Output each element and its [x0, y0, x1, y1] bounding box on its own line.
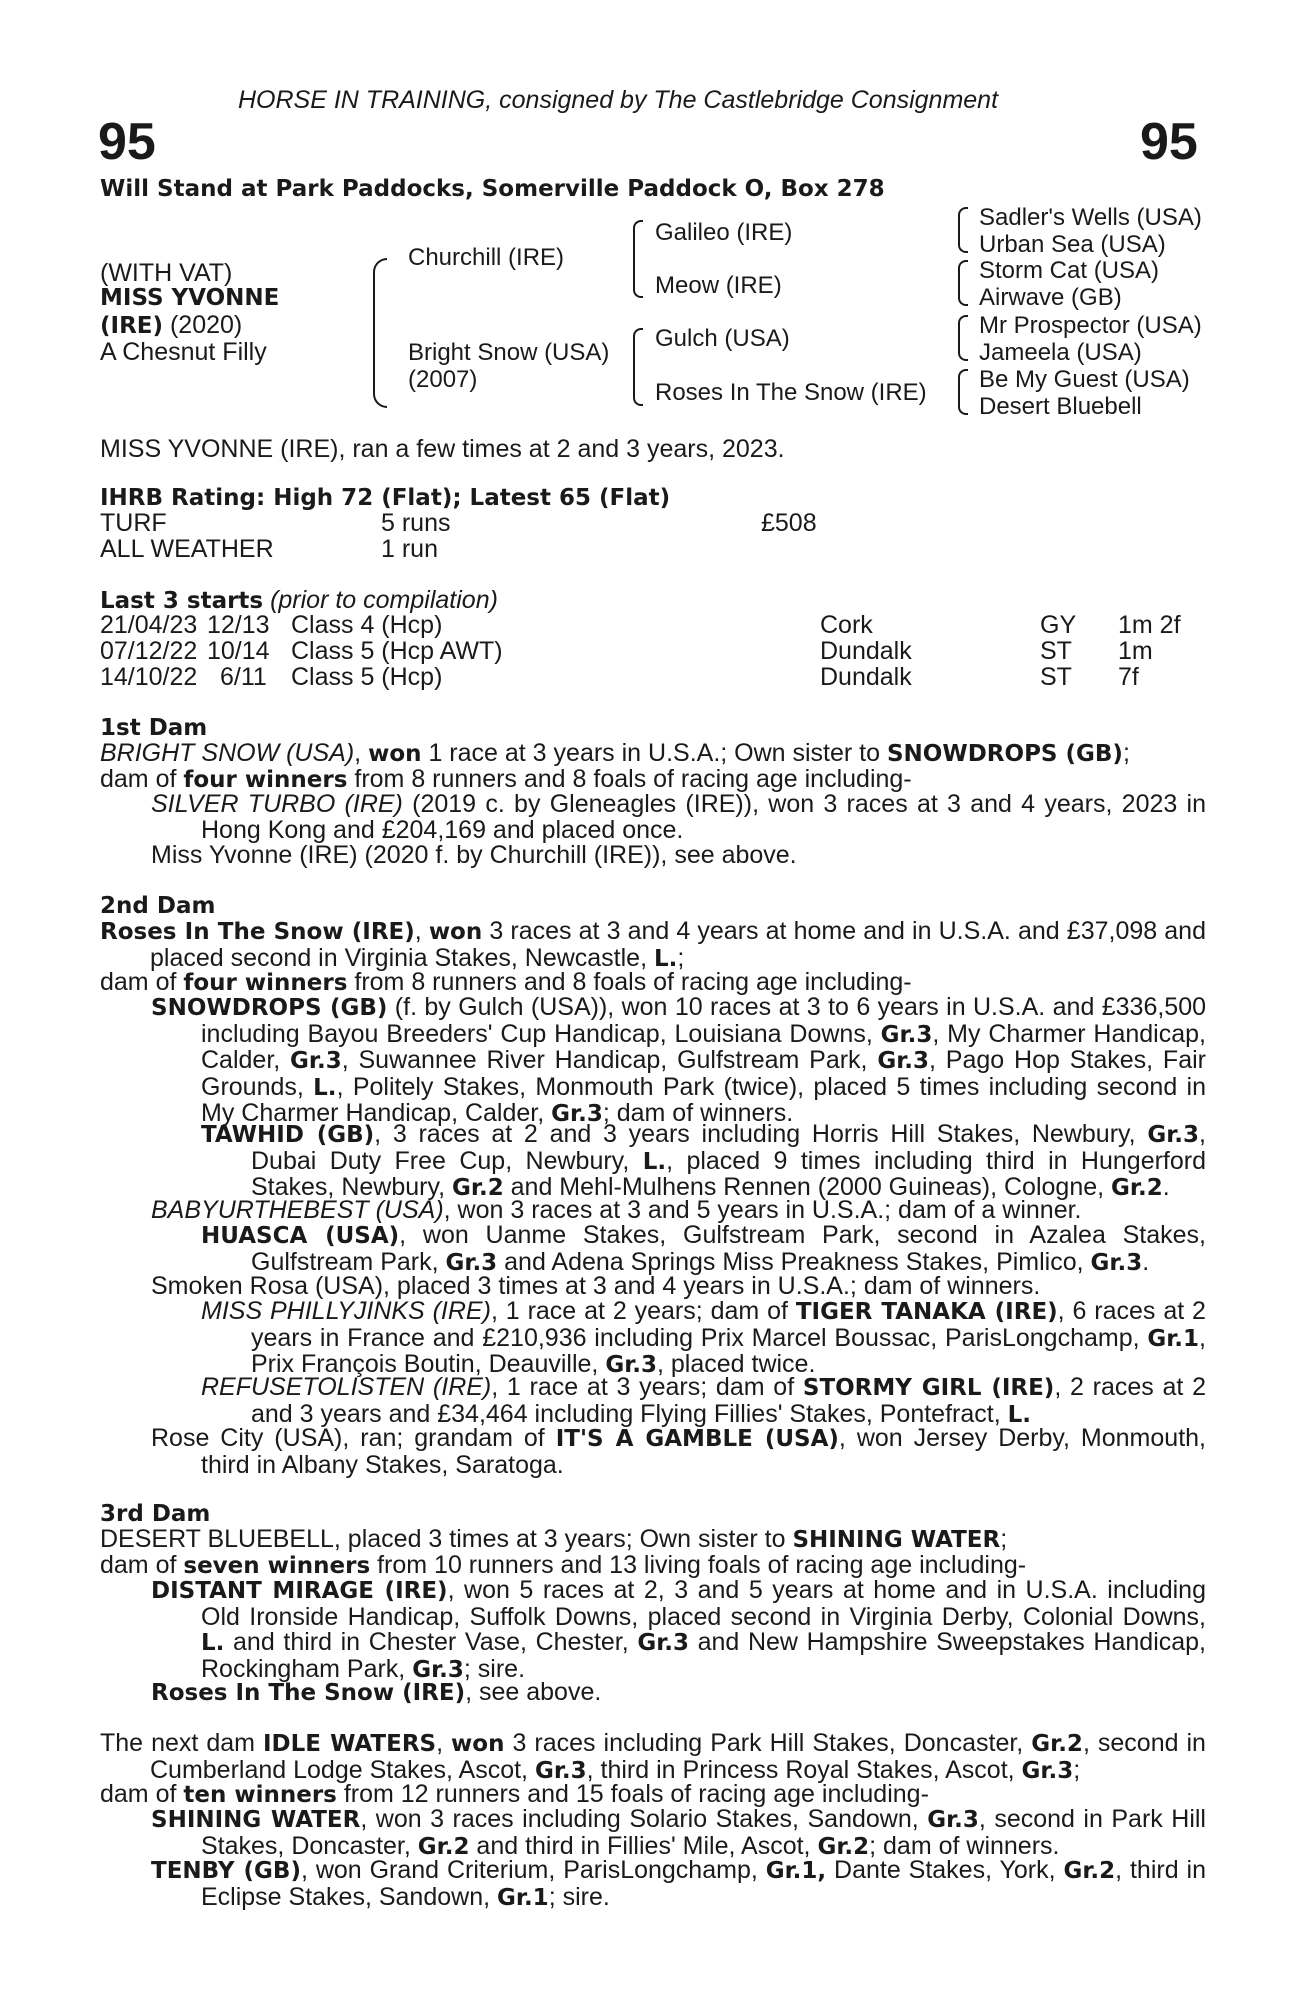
pedigree-dam-dam: Roses In The Snow (IRE) — [655, 379, 927, 406]
pedigree-gg5: Mr Prospector (USA) — [979, 312, 1202, 339]
horse-origin-year: (IRE) (2020) — [100, 311, 243, 339]
next-dam-intro: The next dam IDLE WATERS, won 3 races including Park Hill Stakes, Doncaster, Gr.2, second in Cumberland Lodge Stakes, Ascot, Gr.3, third in Princess Royal Stakes, Ascot, Gr.3; — [100, 1729, 1206, 1784]
rating-surface-1: TURF — [100, 509, 167, 537]
pedigree-dam-year: (2007) — [408, 366, 478, 393]
start-going-2: ST — [1040, 637, 1072, 665]
pedigree-gg1: Sadler's Wells (USA) — [979, 204, 1202, 231]
second-dam-foal-miss-phillyjinks: MISS PHILLYJINKS (IRE), 1 race at 2 years; dam of TIGER TANAKA (IRE), 6 races at 2 years in France and £210,936 including Prix Marcel Boussac, ParisLongchamp, Gr.1, Prix François Boutin, Deauville, Gr.3, placed twice. — [201, 1297, 1206, 1378]
horse-description: A Chesnut Filly — [100, 338, 267, 366]
pedigree-sire-dam: Meow (IRE) — [655, 272, 782, 299]
third-dam-heading: 3rd Dam — [100, 1501, 211, 1527]
lot-number-right: 95 — [1140, 113, 1198, 171]
third-dam-foal-distant-mirage: DISTANT MIRAGE (IRE), won 5 races at 2, 3 and 5 years at home and in U.S.A. including Old Ironside Handicap, Suffolk Downs, placed second in Virginia Derby, Colonial Downs, L. and third in Chester Vase, Chester, Gr.3 and New Hampshire Sweepstakes Handicap, Rockingham Park, Gr.3; sire. — [151, 1576, 1206, 1683]
start-class-3: Class 5 (Hcp) — [291, 663, 443, 691]
start-pos-2: 10/14 — [207, 637, 270, 665]
start-course-2: Dundalk — [820, 637, 912, 665]
third-dam-intro: DESERT BLUEBELL, placed 3 times at 3 years; Own sister to SHINING WATER; — [100, 1525, 1008, 1553]
second-dam-foal-rose-city: Rose City (USA), ran; grandam of IT'S A GAMBLE (USA), won Jersey Derby, Monmouth, third in Albany Stakes, Saratoga. — [151, 1424, 1206, 1479]
stand-location: Will Stand at Park Paddocks, Somerville Paddock O, Box 278 — [100, 176, 885, 202]
start-course-1: Cork — [820, 611, 873, 639]
pedigree-gg6: Jameela (USA) — [979, 339, 1142, 366]
start-date-3: 14/10/22 — [100, 663, 198, 691]
rating-runs-1: 5 runs — [381, 509, 451, 537]
third-dam-produce: dam of seven winners from 10 runners and 13 living foals of racing age including- — [100, 1551, 1027, 1579]
first-dam-intro: BRIGHT SNOW (USA), won 1 race at 3 years in U.S.A.; Own sister to SNOWDROPS (GB); — [100, 739, 1130, 767]
pedigree-brace-g3 — [958, 315, 968, 361]
start-dist-2: 1m — [1118, 637, 1153, 665]
first-dam-foal-1: SILVER TURBO (IRE) (2019 c. by Gleneagles (IRE)), won 3 races at 3 and 4 years, 2023 in Hong Kong and £204,169 and placed once. — [151, 790, 1206, 844]
next-dam-foal-tenby: TENBY (GB), won Grand Criterium, ParisLongchamp, Gr.1, Dante Stakes, York, Gr.2, third in Eclipse Stakes, Sandown, Gr.1; sire. — [151, 1856, 1206, 1911]
second-dam-heading: 2nd Dam — [100, 893, 216, 919]
start-going-3: ST — [1040, 663, 1072, 691]
first-dam-foal-2: Miss Yvonne (IRE) (2020 f. by Churchill (IRE)), see above. — [151, 841, 797, 869]
pedigree-gg8: Desert Bluebell — [979, 393, 1142, 420]
start-pos-3: 6/11 — [220, 663, 267, 691]
start-date-1: 21/04/23 — [100, 611, 198, 639]
second-dam-foal-babyurthebest: BABYURTHEBEST (USA), won 3 races at 3 and 5 years in U.S.A.; dam of a winner. — [151, 1196, 1082, 1224]
pedigree-brace-g2 — [958, 260, 968, 306]
start-class-1: Class 4 (Hcp) — [291, 611, 443, 639]
pedigree-brace-g4 — [958, 369, 968, 415]
next-dam-foal-shining-water: SHINING WATER, won 3 races including Solario Stakes, Sandown, Gr.3, second in Park Hill Stakes, Doncaster, Gr.2 and third in Fillies' Mile, Ascot, Gr.2; dam of winners. — [151, 1805, 1206, 1860]
second-dam-foal-snowdrops: SNOWDROPS (GB) (f. by Gulch (USA)), won 10 races at 3 to 6 years in U.S.A. and £336,500 including Bayou Breeders' Cup Handicap, Louisiana Downs, Gr.3, My Charmer Handicap, Calder, Gr.3, Suwannee River Handicap, Gulfstream Park, Gr.3, Pago Hop Stakes, Fair Grounds, L., Politely Stakes, Monmouth Park (twice), placed 5 times including second in My Charmer Handicap, Calder, Gr.3; dam of winners. — [151, 993, 1207, 1127]
first-dam-heading: 1st Dam — [100, 715, 208, 741]
start-date-2: 07/12/22 — [100, 637, 198, 665]
race-summary: MISS YVONNE (IRE), ran a few times at 2 and 3 years, 2023. — [100, 435, 785, 463]
start-dist-3: 7f — [1118, 663, 1139, 691]
third-dam-foal-roses-in-the-snow: Roses In The Snow (IRE), see above. — [151, 1678, 602, 1706]
second-dam-foal-refusetolisten: REFUSETOLISTEN (IRE), 1 race at 3 years; dam of STORMY GIRL (IRE), 2 races at 2 and 3 years and £34,464 including Flying Fillies' Stakes, Pontefract, L. — [201, 1373, 1206, 1428]
pedigree-gg2: Urban Sea (USA) — [979, 231, 1166, 258]
second-dam-foal-huasca: HUASCA (USA), won Uanme Stakes, Gulfstream Park, second in Azalea Stakes, Gulfstream Park, Gr.3 and Adena Springs Miss Preakness Stakes, Pimlico, Gr.3. — [201, 1221, 1206, 1276]
rating-runs-2: 1 run — [381, 535, 438, 563]
first-dam-produce: dam of four winners from 8 runners and 8 foals of racing age including- — [100, 765, 912, 793]
pedigree-gg3: Storm Cat (USA) — [979, 257, 1160, 284]
rating-title: IHRB Rating: High 72 (Flat); Latest 65 (Flat) — [100, 485, 671, 511]
rating-prize-1: £508 — [761, 509, 817, 537]
second-dam-intro: Roses In The Snow (IRE), won 3 races at 3 and 4 years at home and in U.S.A. and £37,098 and placed second in Virginia Stakes, Newcastle, L.; — [100, 917, 1206, 972]
start-going-1: GY — [1040, 611, 1077, 639]
pedigree-brace-dam — [633, 328, 643, 406]
start-pos-1: 12/13 — [207, 611, 270, 639]
vat-note: (WITH VAT) — [100, 259, 233, 287]
rating-surface-2: ALL WEATHER — [100, 535, 274, 563]
pedigree-brace-sire — [633, 220, 643, 298]
last-starts-heading: Last 3 starts (prior to compilation) — [100, 586, 498, 614]
pedigree-brace-g1 — [958, 207, 968, 253]
pedigree-gg4: Airwave (GB) — [979, 284, 1122, 311]
pedigree-dam-sire: Gulch (USA) — [655, 325, 790, 352]
start-class-2: Class 5 (Hcp AWT) — [291, 637, 503, 665]
pedigree-sire: Churchill (IRE) — [408, 244, 565, 271]
horse-name: MISS YVONNE — [100, 285, 280, 311]
lot-number-left: 95 — [98, 113, 156, 171]
consignment-line: HORSE IN TRAINING, consigned by The Castlebridge Consignment — [238, 86, 999, 114]
pedigree-brace-main — [373, 258, 387, 408]
second-dam-foal-smoken-rosa: Smoken Rosa (USA), placed 3 times at 3 and 4 years in U.S.A.; dam of winners. — [151, 1272, 1041, 1300]
pedigree-dam: Bright Snow (USA) — [408, 339, 610, 366]
second-dam-produce: dam of four winners from 8 runners and 8 foals of racing age including- — [100, 968, 912, 996]
start-course-3: Dundalk — [820, 663, 912, 691]
start-dist-1: 1m 2f — [1118, 611, 1181, 639]
second-dam-foal-tawhid: TAWHID (GB), 3 races at 2 and 3 years including Horris Hill Stakes, Newbury, Gr.3, Dubai Duty Free Cup, Newbury, L., placed 9 times including third in Hungerford Stakes, Newbury, Gr.2 and Mehl-Mulhens Rennen (2000 Guineas), Cologne, Gr.2. — [201, 1120, 1206, 1201]
pedigree-gg7: Be My Guest (USA) — [979, 366, 1190, 393]
pedigree-sire-sire: Galileo (IRE) — [655, 219, 793, 246]
next-dam-produce: dam of ten winners from 12 runners and 15 foals of racing age including- — [100, 1780, 929, 1808]
